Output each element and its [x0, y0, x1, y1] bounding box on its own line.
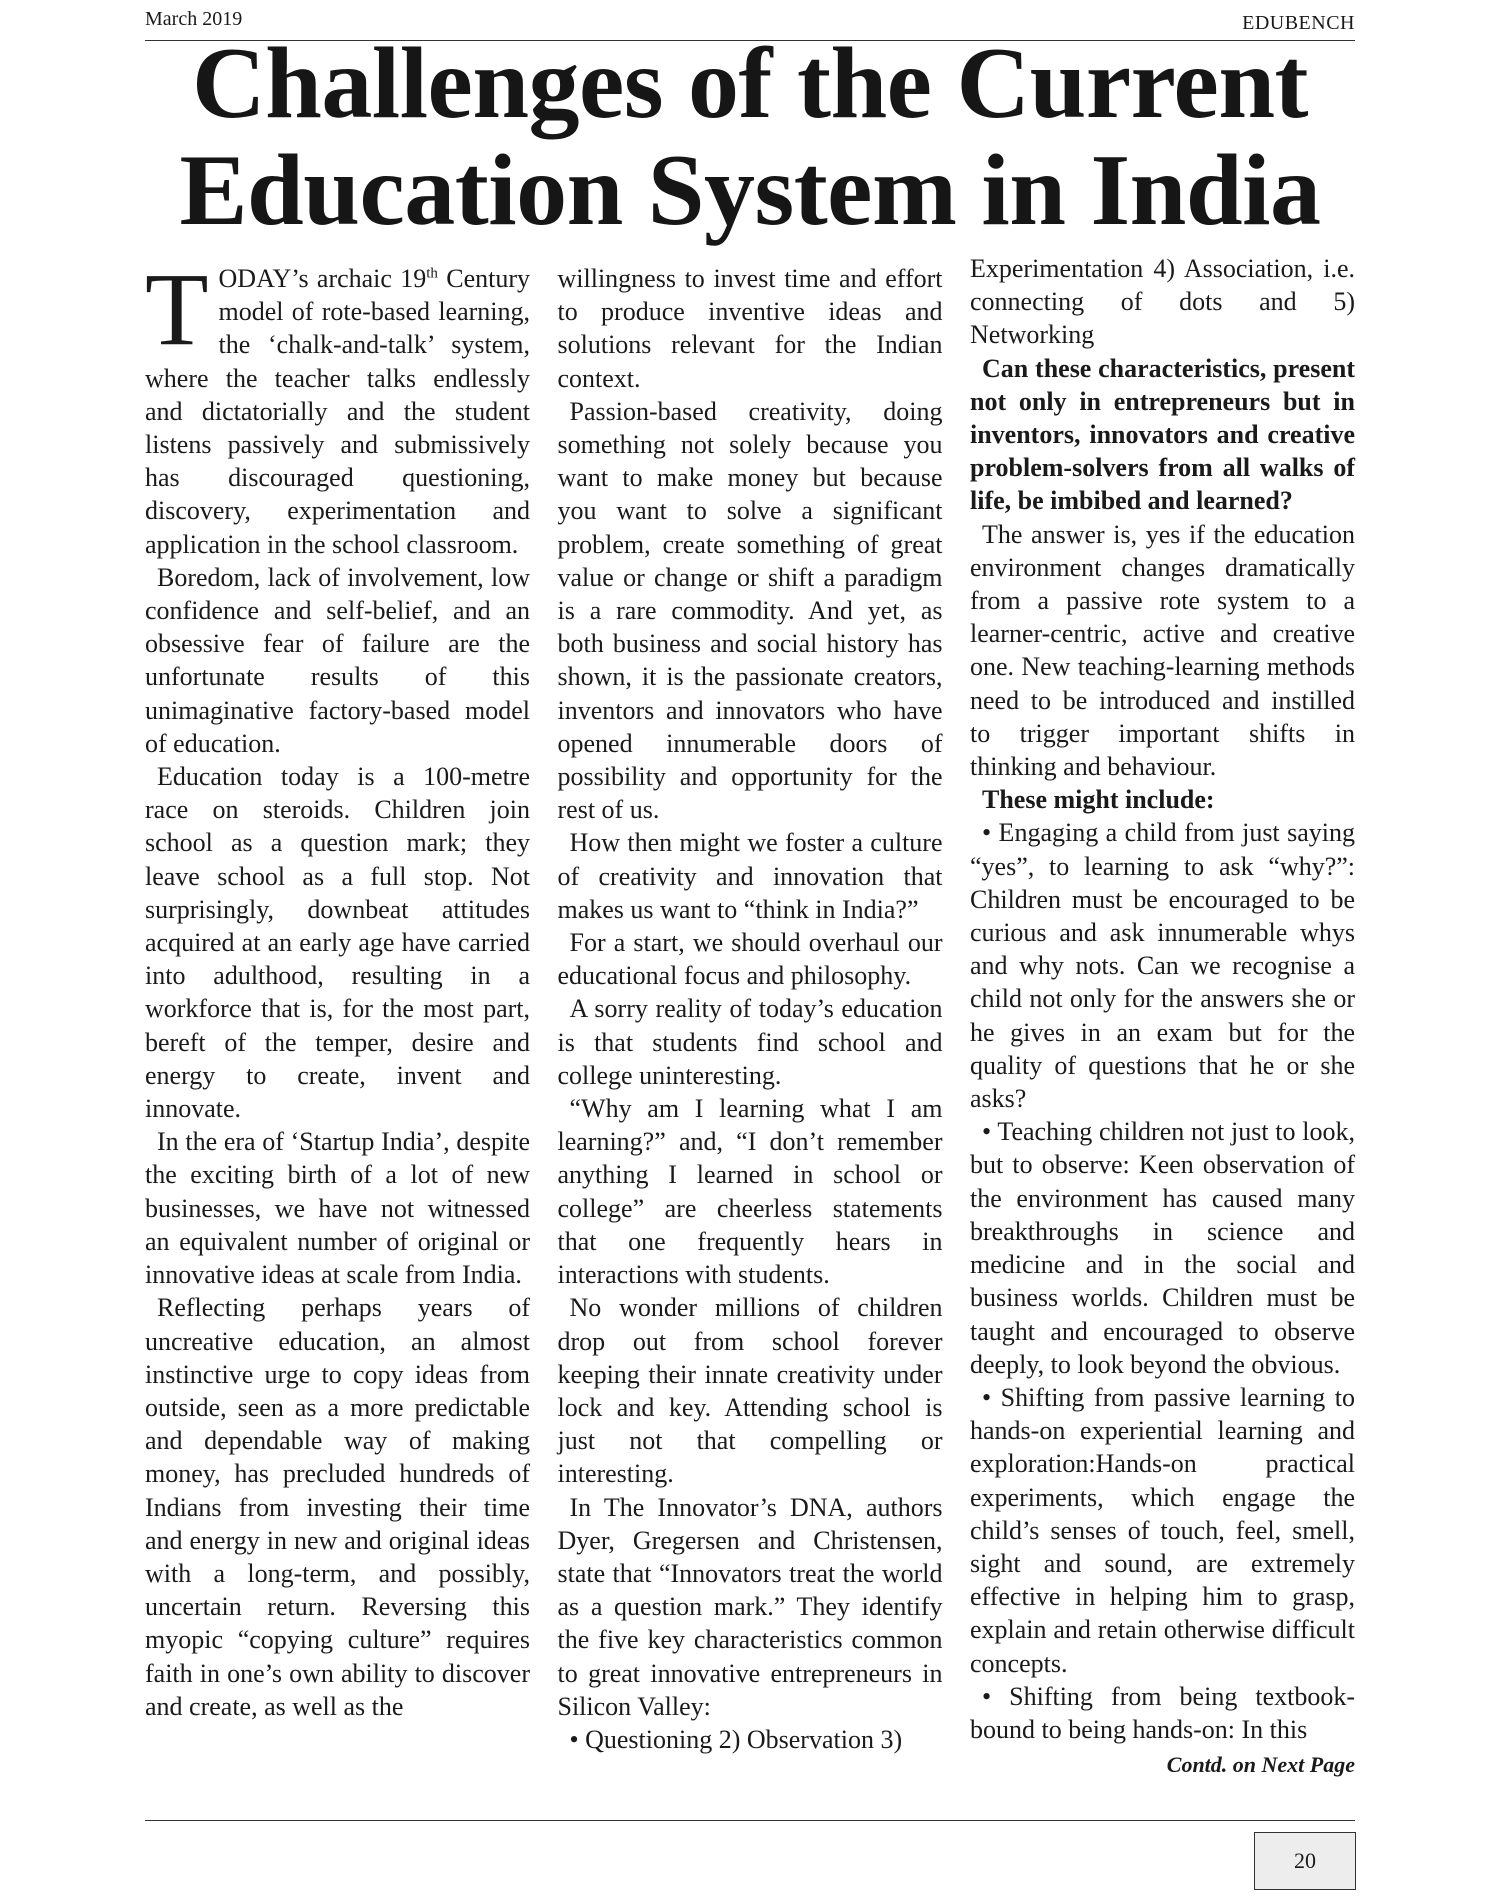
- paragraph: [145, 252, 530, 561]
- bold-subheading: These might include:: [982, 785, 1215, 815]
- drop-cap: T: [145, 252, 209, 367]
- paragraph: In the era of ‘Startup India’, despite the exciting birth of a lot of new businesses, we have not witnessed an equivalent number of original or innovative ideas at scale from India.: [145, 1127, 530, 1290]
- text-run: ODAY’s archaic 19: [218, 264, 427, 293]
- paragraph: Experimentation 4) Association, i.e. connecting of dots and 5) Networking: [970, 254, 1355, 350]
- column-2: [558, 262, 943, 1812]
- paragraph: A sorry reality of today’s education is that students find school and college uninteresting.: [557, 994, 943, 1090]
- bullet-item: • Shifting from passive learning to hands-on experiential learning and exploration:Hands-on practical experiments, which engage the child’s senses of touch, feel, smell, sight and sound, are extremely effective in helping him to grasp, explain and retain otherwise difficult concepts.: [970, 1382, 1355, 1678]
- bullet-item: • Shifting from being textbook-bound to being hands-on: In this: [970, 1681, 1355, 1744]
- page-number-box: [1254, 1832, 1356, 1890]
- column-3: [970, 254, 1355, 1812]
- paragraph: Reflecting perhaps years of uncreative education, an almost instinctive urge to copy ideas from outside, seen as a more predictable and dependable way of making money, has precluded hundreds of Indians from investing their time and energy in new and original ideas with a long-term, and possibly, uncertain return. Reversing this myopic “copying culture” requires faith in one’s own ability to discover and create, as well as the: [145, 1293, 530, 1721]
- issue-date: March 2019: [145, 8, 243, 30]
- paragraph: Boredom, lack of involvement, low confidence and self-belief, and an obsessive fear of failure are the unfortunate results of this unimaginative factory-based model of education.: [145, 562, 530, 758]
- article-title: Challenges of the Current Education System in India: [179, 27, 1321, 248]
- paragraph: For a start, we should overhaul our educational focus and philosophy.: [557, 928, 943, 991]
- article-body: [145, 252, 1355, 1812]
- bold-question: Can these characteristics, present not only in entrepreneurs but in inventors, innovators and creative problem-solvers from all walks of life, be imbibed and learned?: [970, 353, 1355, 516]
- paragraph: How then might we foster a culture of creativity and innovation that makes us want to “think in India?”: [557, 828, 943, 924]
- bullet-item: • Engaging a child from just saying “yes”, to learning to ask “why?”: Children must be encouraged to be curious and ask innumerable whys and why nots. Can we recognise a child not only for the answers she or he gives in an exam but for the quality of questions that he or she asks?: [970, 818, 1355, 1114]
- paragraph: willingness to invest time and effort to produce inventive ideas and solutions relevant for the Indian context.: [557, 264, 943, 393]
- paragraph: The answer is, yes if the education environment changes dramatically from a passive rote system to a learner-centric, active and creative one. New teaching-learning methods need to be introduced and instilled to trigger important shifts in thinking and behaviour.: [970, 519, 1355, 782]
- column-1: [145, 252, 530, 1812]
- paragraph: • Questioning 2) Observation 3): [569, 1724, 903, 1754]
- superscript: th: [426, 265, 438, 282]
- bullet-item: • Teaching children not just to look, but to observe: Keen observation of the environment has caused many breakthroughs in science and medicine and in the social and business worlds. Children must be taught and encouraged to observe deeply, to look beyond the obvious.: [970, 1117, 1355, 1379]
- paragraph: Education today is a 100-metre race on steroids. Children join school as a question mark; they leave school as a full stop. Not surprisingly, downbeat attitudes acquired at an early age have carried into adulthood, resulting in a workforce that is, for the most part, bereft of the temper, desire and energy to create, invent and innovate.: [145, 762, 530, 1124]
- footer-rule: [145, 1820, 1355, 1821]
- paragraph: Passion-based creativity, doing something not solely because you want to make money but because you want to solve a significant problem, create something of great value or change or shift a paradigm is a rare commodity. And yet, as both business and social history has shown, it is the passionate creators, inventors and innovators who have opened innumerable doors of possibility and opportunity for the rest of us.: [557, 396, 943, 825]
- paragraph: No wonder millions of children drop out from school forever keeping their innate creativity under lock and key. Attending school is just not that compelling or interesting.: [557, 1293, 943, 1489]
- publication-name: EDUBENCH: [1242, 12, 1355, 34]
- paragraph: “Why am I learning what I am learning?” and, “I don’t remember anything I learned in school or college” are cheerless statements that one frequently hears in interactions with students.: [557, 1094, 943, 1290]
- page-number: 20: [1294, 1848, 1316, 1873]
- paragraph: In The Innovator’s DNA, authors Dyer, Gregersen and Christensen, state that “Innovators treat the world as a question mark.” They identify the five key characteristics common to great innovative entrepreneurs in Silicon Valley:: [557, 1492, 943, 1721]
- text-run: Century model of rote-based learning, the ‘chalk-and-talk’ system, where the teacher talks endlessly and dictatorially and the student listens passively and submissively has discouraged questioning, discovery, experimentation and application in the school classroom.: [145, 264, 530, 559]
- continued-note: Contd. on Next Page: [1166, 1752, 1355, 1778]
